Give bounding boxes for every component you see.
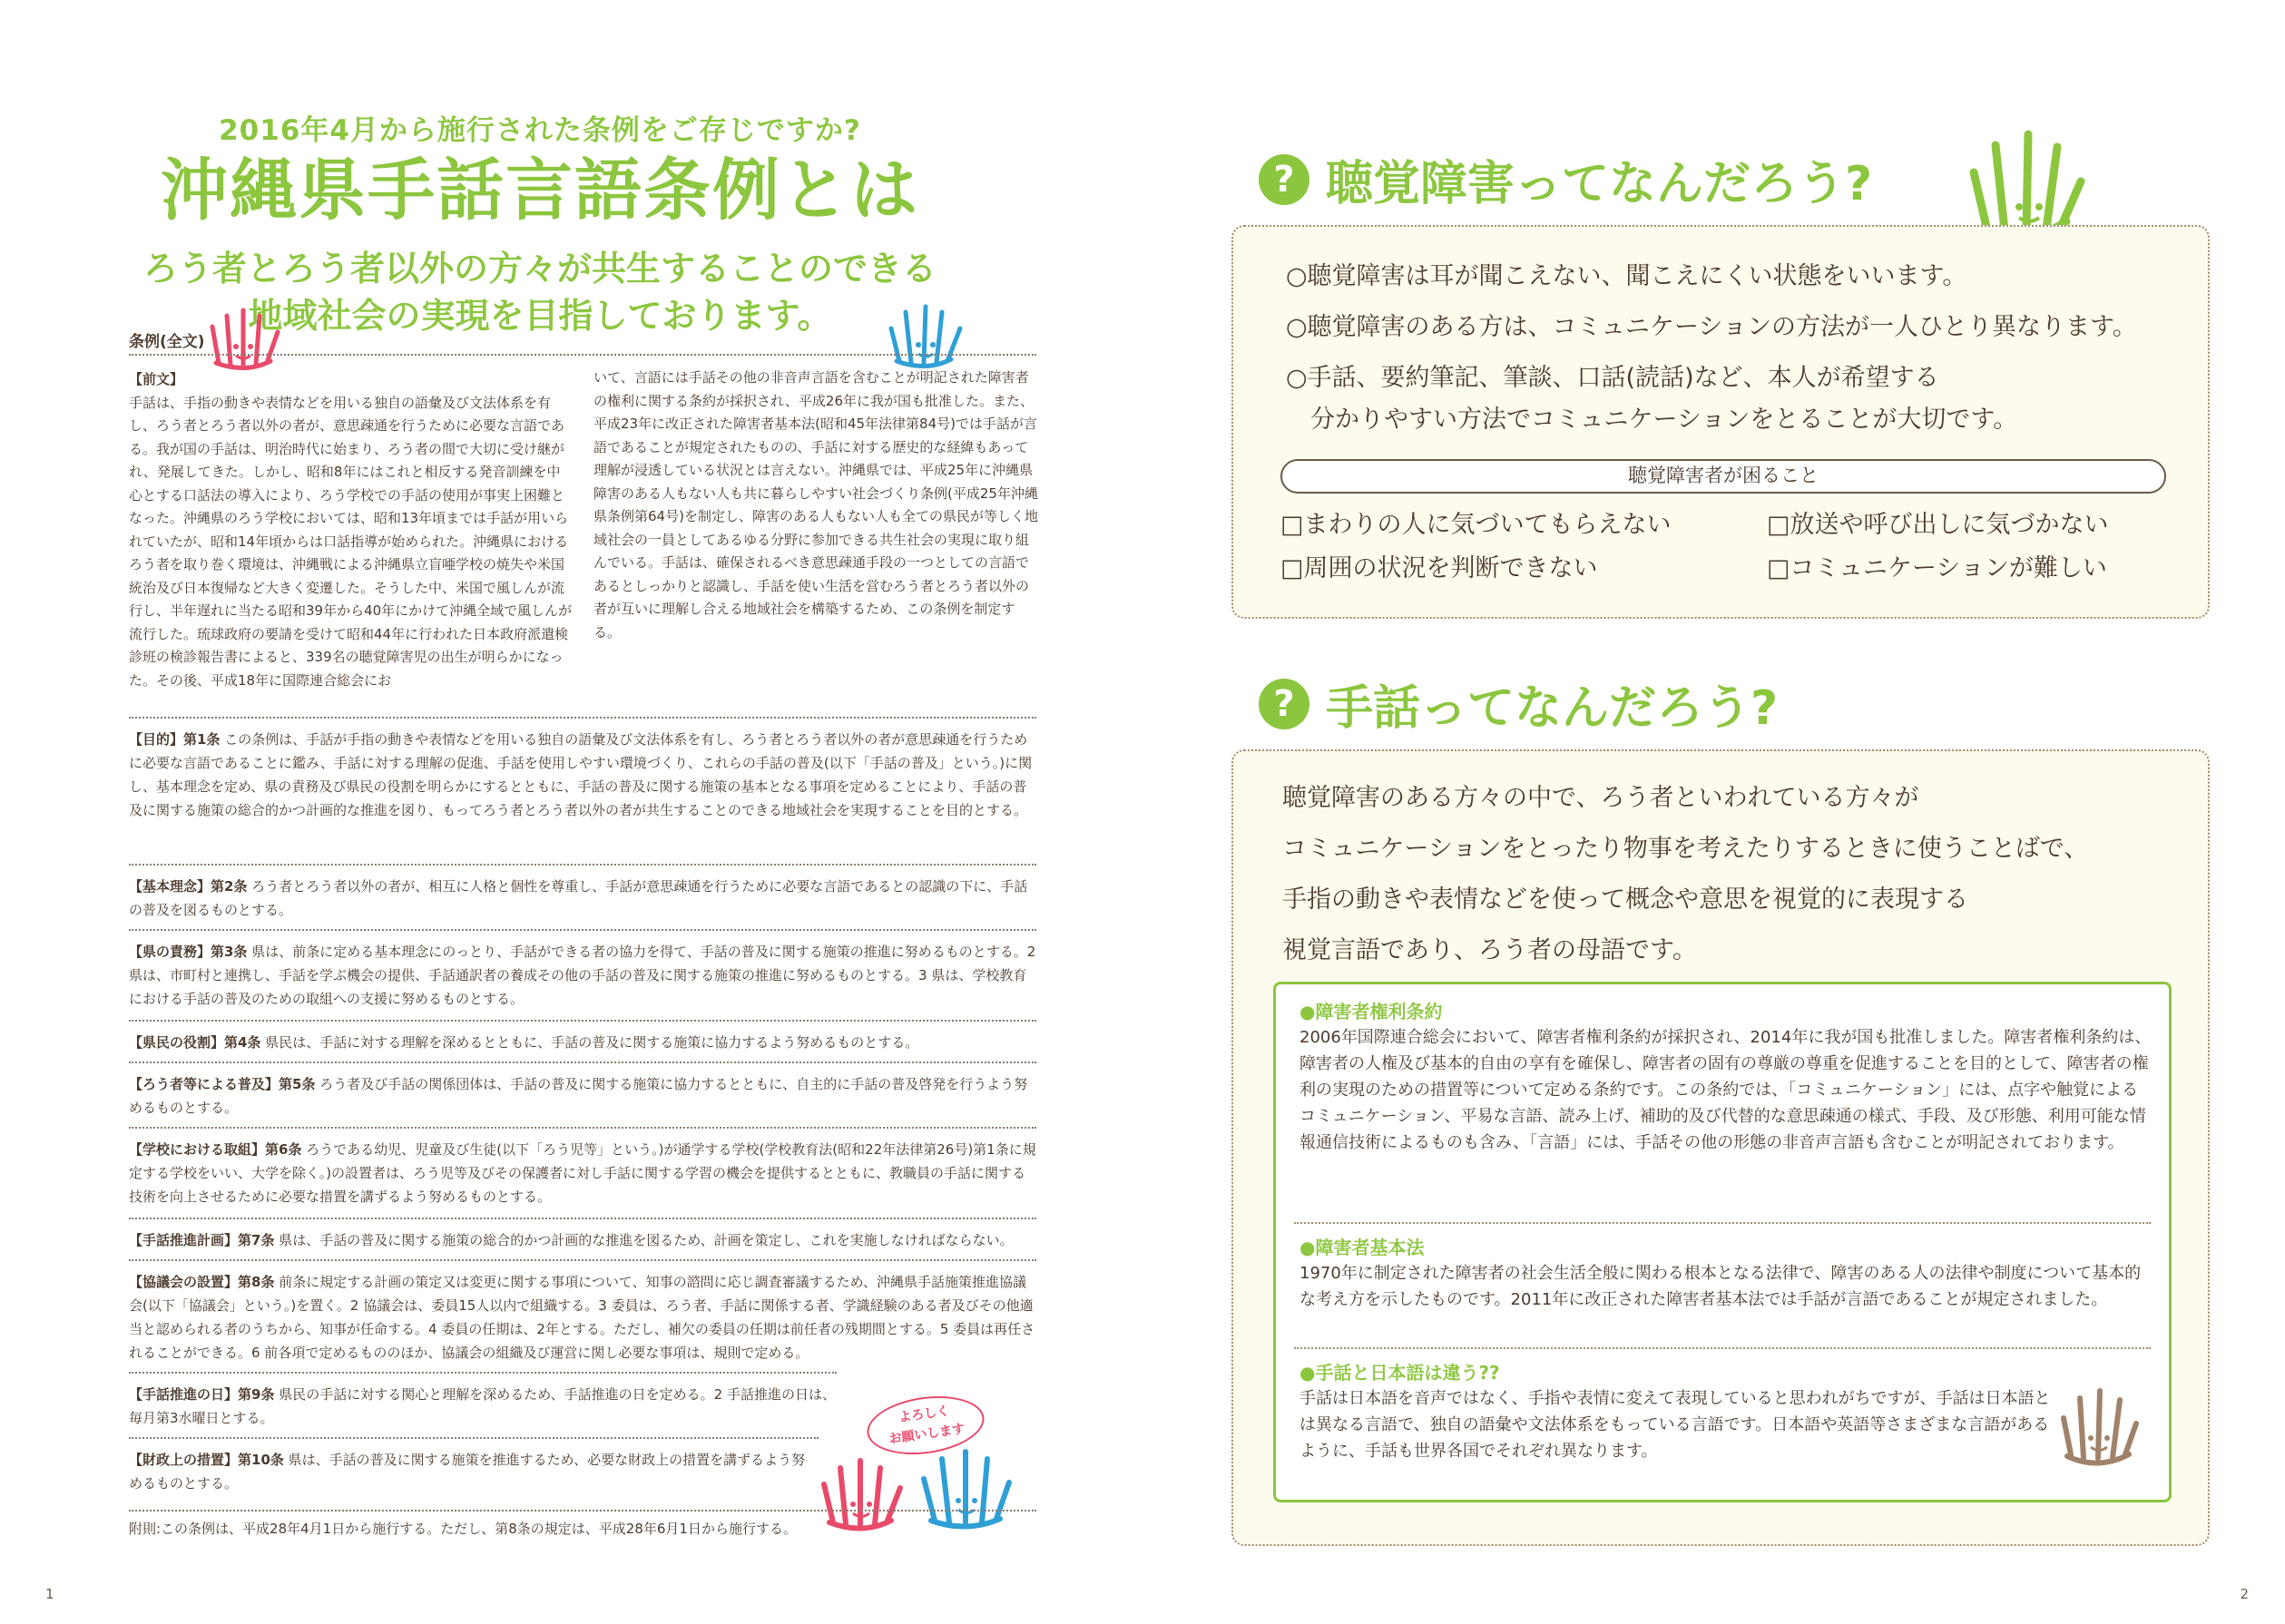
left-page	[0, 0, 1142, 1624]
article-4	[129, 1020, 1036, 1061]
basic-law-heading: ●障害者基本法	[1299, 1237, 1425, 1258]
article-heading: 【財政上の措置】第10条	[129, 1452, 284, 1468]
article-6	[129, 1127, 1036, 1218]
question-mark-icon: ?	[1259, 679, 1309, 729]
article-7	[129, 1218, 1036, 1259]
article-heading: 【目的】第1条	[129, 731, 221, 748]
subtitle-line-2: 地域社会の実現を目指しております。	[248, 296, 832, 336]
divider	[1294, 1347, 2151, 1349]
page-number-left: 1	[45, 1586, 54, 1602]
article-heading: 【県の責務】第3条	[129, 944, 248, 960]
article-3	[129, 929, 1036, 1020]
ordinance-label: 条例(全文)	[129, 333, 205, 351]
section-title-text: 手話ってなんだろう?	[1326, 681, 1779, 736]
article-text: 県は、前条に定める基本理念にのっとり、手話ができる者の協力を得て、手話の普及に関する施策の推進に努めるものとする。2 県は、市町村と連携し、手話を学ぶ機会の提供、手話通訳者の養成その他の手話の普及に関する施策の推進に努めるものとする。3 県は、学校教育における手話の普及のための取組への支援に努めるものとする。	[129, 944, 1036, 1007]
preamble-text-2: いて、言語には手話その他の非音声言語を含むことが明記された障害者の権利に関する条約が採択され、平成26年に我が国も批准した。また、平成23年に改正された障害者基本法(昭和45年法律第84号)では手話が言語であることが規定されたものの、手話に対する歴史的な経緯もあって理解が浸透している状況とは言えない。沖縄県では、平成25年に沖縄県障害のある人もない人も共に暮らしやすい社会づくり条例(平成25年沖縄県条例第64号)を制定し、障害のある人もない人も全ての県民が等しく地域社会の一員としてあるゆる分野に参加できる共生社会の実現に取り組んでいる。手話は、確保されるべき意思疎通手段の一つとしての言語であるとしっかりと認識し、手話を使い生活を営むろう者とろう者以外の者が互いに理解し合える地域社会を構築するため、この条例を制定する。	[593, 369, 1038, 641]
section-sign-language-title	[1259, 670, 1778, 738]
article-text: 前条に規定する計画の策定又は変更に関する事項について、知事の諮問に応じ調査審議するため、沖縄県手話施策推進協議会(以下「協議会」という。)を置く。2 協議会は、委員15人以内で組織する。3 委員は、ろう者、手話に関係する者、学識経験のある者及びその他適当と認められる者のうちから、知事が任命する。4 委員の任期は、2年とする。ただし、補欠の委員の任期は前任者の残期間とする。5 委員は再任されることができる。6 前各項で定めるもののほか、協議会の組織及び運営に関し必要な事項は、規則で定める。	[129, 1274, 1035, 1361]
article-heading: 【基本理念】第2条	[129, 878, 248, 895]
supplementary-provision: 附則:この条例は、平成28年4月1日から施行する。ただし、第8条の規定は、平成28年6月1日から施行する。	[129, 1510, 1036, 1538]
preamble-text-1: 手話は、手指の動きや表情などを用いる独自の語彙及び文法体系を有し、ろう者とろう者以外の者が、意思疎通を行うために必要な言語である。我が国の手話は、明治時代に始まり、ろう者の間で大切に受け継がれ、発展してきた。しかし、昭和8年にはこれと相反する発音訓練を中心とする口話法の導入により、ろう学校での手話の使用が事実上困難となった。沖縄県のろう学校においては、昭和13年頃までは手話が用いられていたが、昭和14年頃からは口話指導が始められた。沖縄県におけるろう者を取り巻く環境は、沖縄戦による沖縄県立盲唖学校の焼失や米国統治及び日本復帰など大きく変遷した。そうした中、米国で風しんが流行し、半年遅れに当たる昭和39年から40年にかけて沖縄全域で風しんが流行した。琉球政府の要請を受けて昭和44年に行われた日本政府派遣検診班の検診報告書によると、339名の聴覚障害児の出生が明らかになった。その後、平成18年に国際連合総会にお	[129, 394, 573, 689]
article-1	[129, 717, 1036, 855]
description-line: 聴覚障害のある方々の中で、ろう者といわれている方々が	[1282, 784, 1919, 812]
trouble-item: □放送や呼び出しに気づかない	[1767, 511, 2109, 539]
article-text: ろう者及び手話の関係団体は、手話の普及に関する施策に協力するとともに、自主的に手話の普及啓発を行うよう努めるものとする。	[129, 1076, 1028, 1116]
subtitle-line-1: ろう者とろう者以外の方々が共生することのできる	[142, 249, 937, 289]
brown-hand-illustration	[2058, 1382, 2140, 1472]
convention-heading: ●障害者権利条約	[1299, 1001, 1443, 1022]
sign-language-card	[1231, 749, 2210, 1546]
article-text: この条例は、手話が手指の動きや表情などを用いる独自の語彙及び文法体系を有し、ろう者とろう者以外の者が意思疎通を行うために必要な言語であることに鑑み、手話に対する理解の促進、手話を使用しやすい環境づくり、これらの手話の普及(以下「手話の普及」という。)に関し、基本理念を定め、県の責務及び県民の役割を明らかにするとともに、手話の普及に関する施策の基本となる事項を定めることにより、手話の普及に関する施策の総合的かつ計画的な推進を図り、もってろう者とろう者以外の者が共生することのできる地域社会を実現することを目的とする。	[129, 731, 1033, 818]
bullet-3: ○手話、要約筆記、筆談、口話(読話)など、本人が希望する	[1286, 364, 1939, 392]
troubles-label: 聴覚障害者が困ること	[1280, 459, 2166, 494]
article-2	[129, 864, 1036, 929]
bullet-1: ○聴覚障害は耳が聞こえない、聞こえにくい状態をいいます。	[1286, 262, 1967, 290]
bullet-3-continued: 分かりやすい方法でコミュニケーションをとることが大切です。	[1286, 406, 2018, 434]
sign-language-description	[1282, 773, 2190, 976]
description-line: 視覚言語であり、ろう者の母語です。	[1282, 936, 1697, 964]
bubble-line-2: お願いします	[888, 1422, 966, 1447]
article-9	[129, 1372, 837, 1437]
description-line: コミュニケーションをとったり物事を考えたりするときに使うことばで、	[1282, 835, 2089, 863]
article-8	[129, 1259, 1036, 1372]
article-text: 県民は、手話に対する理解を深めるとともに、手話の普及に関する施策に協力するよう努めるものとする。	[265, 1034, 919, 1051]
page-title: 沖縄県手話言語条例とは	[161, 152, 919, 230]
article-5	[129, 1061, 1036, 1127]
question-mark-icon: ?	[1259, 154, 1309, 205]
convention-text: 2006年国際連合総会において、障害者権利条約が採択され、2014年に我が国も批准しました。障害者権利条約は、障害者の人権及び基本的自由の享有を確保し、障害者の固有の尊厳の尊重を促進することを目的として、障害者の権利の実現のための措置等について定める条約です。この条約では、「コミュニケーション」には、点字や触覚によるコミュニケーション、平易な言語、読み上げ、補助的及び代替的な意思疎通の様式、手段、及び形態、利用可能な情報通信技術によるものも含み、「言語」には、手話その他の形態の非音声言語も含むことが明記されております。	[1299, 1028, 2152, 1152]
section-hearing-impairment-title	[1259, 145, 1872, 213]
page-number-right: 2	[2240, 1586, 2249, 1602]
article-heading: 【手話推進の日】第9条	[129, 1386, 275, 1403]
article-text: 県は、手話の普及に関する施策の総合的かつ計画的な推進を図るため、計画を策定し、これを実施しなければならない。	[279, 1232, 1014, 1248]
japanese-difference-heading: ●手話と日本語は違う??	[1299, 1362, 1500, 1384]
article-10	[129, 1437, 819, 1502]
legal-info-box	[1273, 982, 2172, 1502]
article-text: 県民の手話に対する関心と理解を深めるため、手話推進の日を定める。2 手話推進の日は、毎月第3水曜日とする。	[129, 1386, 836, 1426]
trouble-item: □周囲の状況を判断できない	[1280, 554, 1598, 582]
section-title-text: 聴覚障害ってなんだろう?	[1326, 157, 1873, 211]
article-heading: 【ろう者等による普及】第5条	[129, 1076, 316, 1092]
preamble-column-2	[593, 368, 1038, 644]
article-heading: 【学校における取組】第6条	[129, 1141, 302, 1158]
trouble-item: □コミュニケーションが難しい	[1767, 554, 2107, 582]
preamble	[129, 354, 1036, 717]
bubble-line-1: よろしく	[897, 1404, 951, 1425]
article-heading: 【県民の役割】第4条	[129, 1034, 261, 1051]
article-heading: 【協議会の設置】第8条	[129, 1274, 275, 1290]
trouble-item: □まわりの人に気づいてもらえない	[1280, 511, 1672, 539]
preamble-heading: 【前文】	[129, 371, 184, 387]
article-text: ろうである幼児、児童及び生徒(以下「ろう児等」という。)が通学する学校(学校教育法(昭和22年法律第26号)第1条に規定する学校をいい、大学を除く。)の設置者は、ろう児等及びその保護者に対し手話に関する学習の機会を提供するとともに、教職員の手話に関する技術を向上させるために必要な措置を講ずるよう努めるものとする。	[129, 1141, 1036, 1205]
basic-law-text: 1970年に制定された障害者の社会生活全般に関わる根本となる法律で、障害のある人の法律や制度について基本的な考え方を示したものです。2011年に改正された障害者基本法では手話が言語であることが規定されました。	[1299, 1264, 2142, 1309]
hearing-impairment-card	[1231, 225, 2210, 619]
bullet-2: ○聴覚障害のある方は、コミュニケーションの方法が一人ひとり異なります。	[1286, 313, 2137, 341]
article-heading: 【手話推進計画】第7条	[129, 1232, 275, 1248]
article-text: 県は、手話の普及に関する施策を推進するため、必要な財政上の措置を講ずるよう努めるものとする。	[129, 1452, 806, 1492]
japanese-difference-text: 手話は日本語を音声ではなく、手指や表情に変えて表現していると思われがちですが、手話は日本語とは異なる言語で、独自の語彙や文法体系をもっている言語です。日本語や英語等さまざまな言語があるように、手話も世界各国でそれぞれ異なります。	[1299, 1389, 2051, 1461]
description-line: 手指の動きや表情などを使って概念や意思を視覚的に表現する	[1282, 885, 1968, 914]
article-text: ろう者とろう者以外の者が、相互に人格と個性を尊重し、手話が意思疎通を行うために必要な言語であるとの認識の下に、手話の普及を図るものとする。	[129, 878, 1028, 918]
divider	[1294, 1222, 2151, 1224]
tagline: 2016年4月から施行された条例をご存じですか?	[219, 114, 861, 147]
right-page	[1142, 0, 2285, 1624]
preamble-column-1	[129, 368, 574, 692]
